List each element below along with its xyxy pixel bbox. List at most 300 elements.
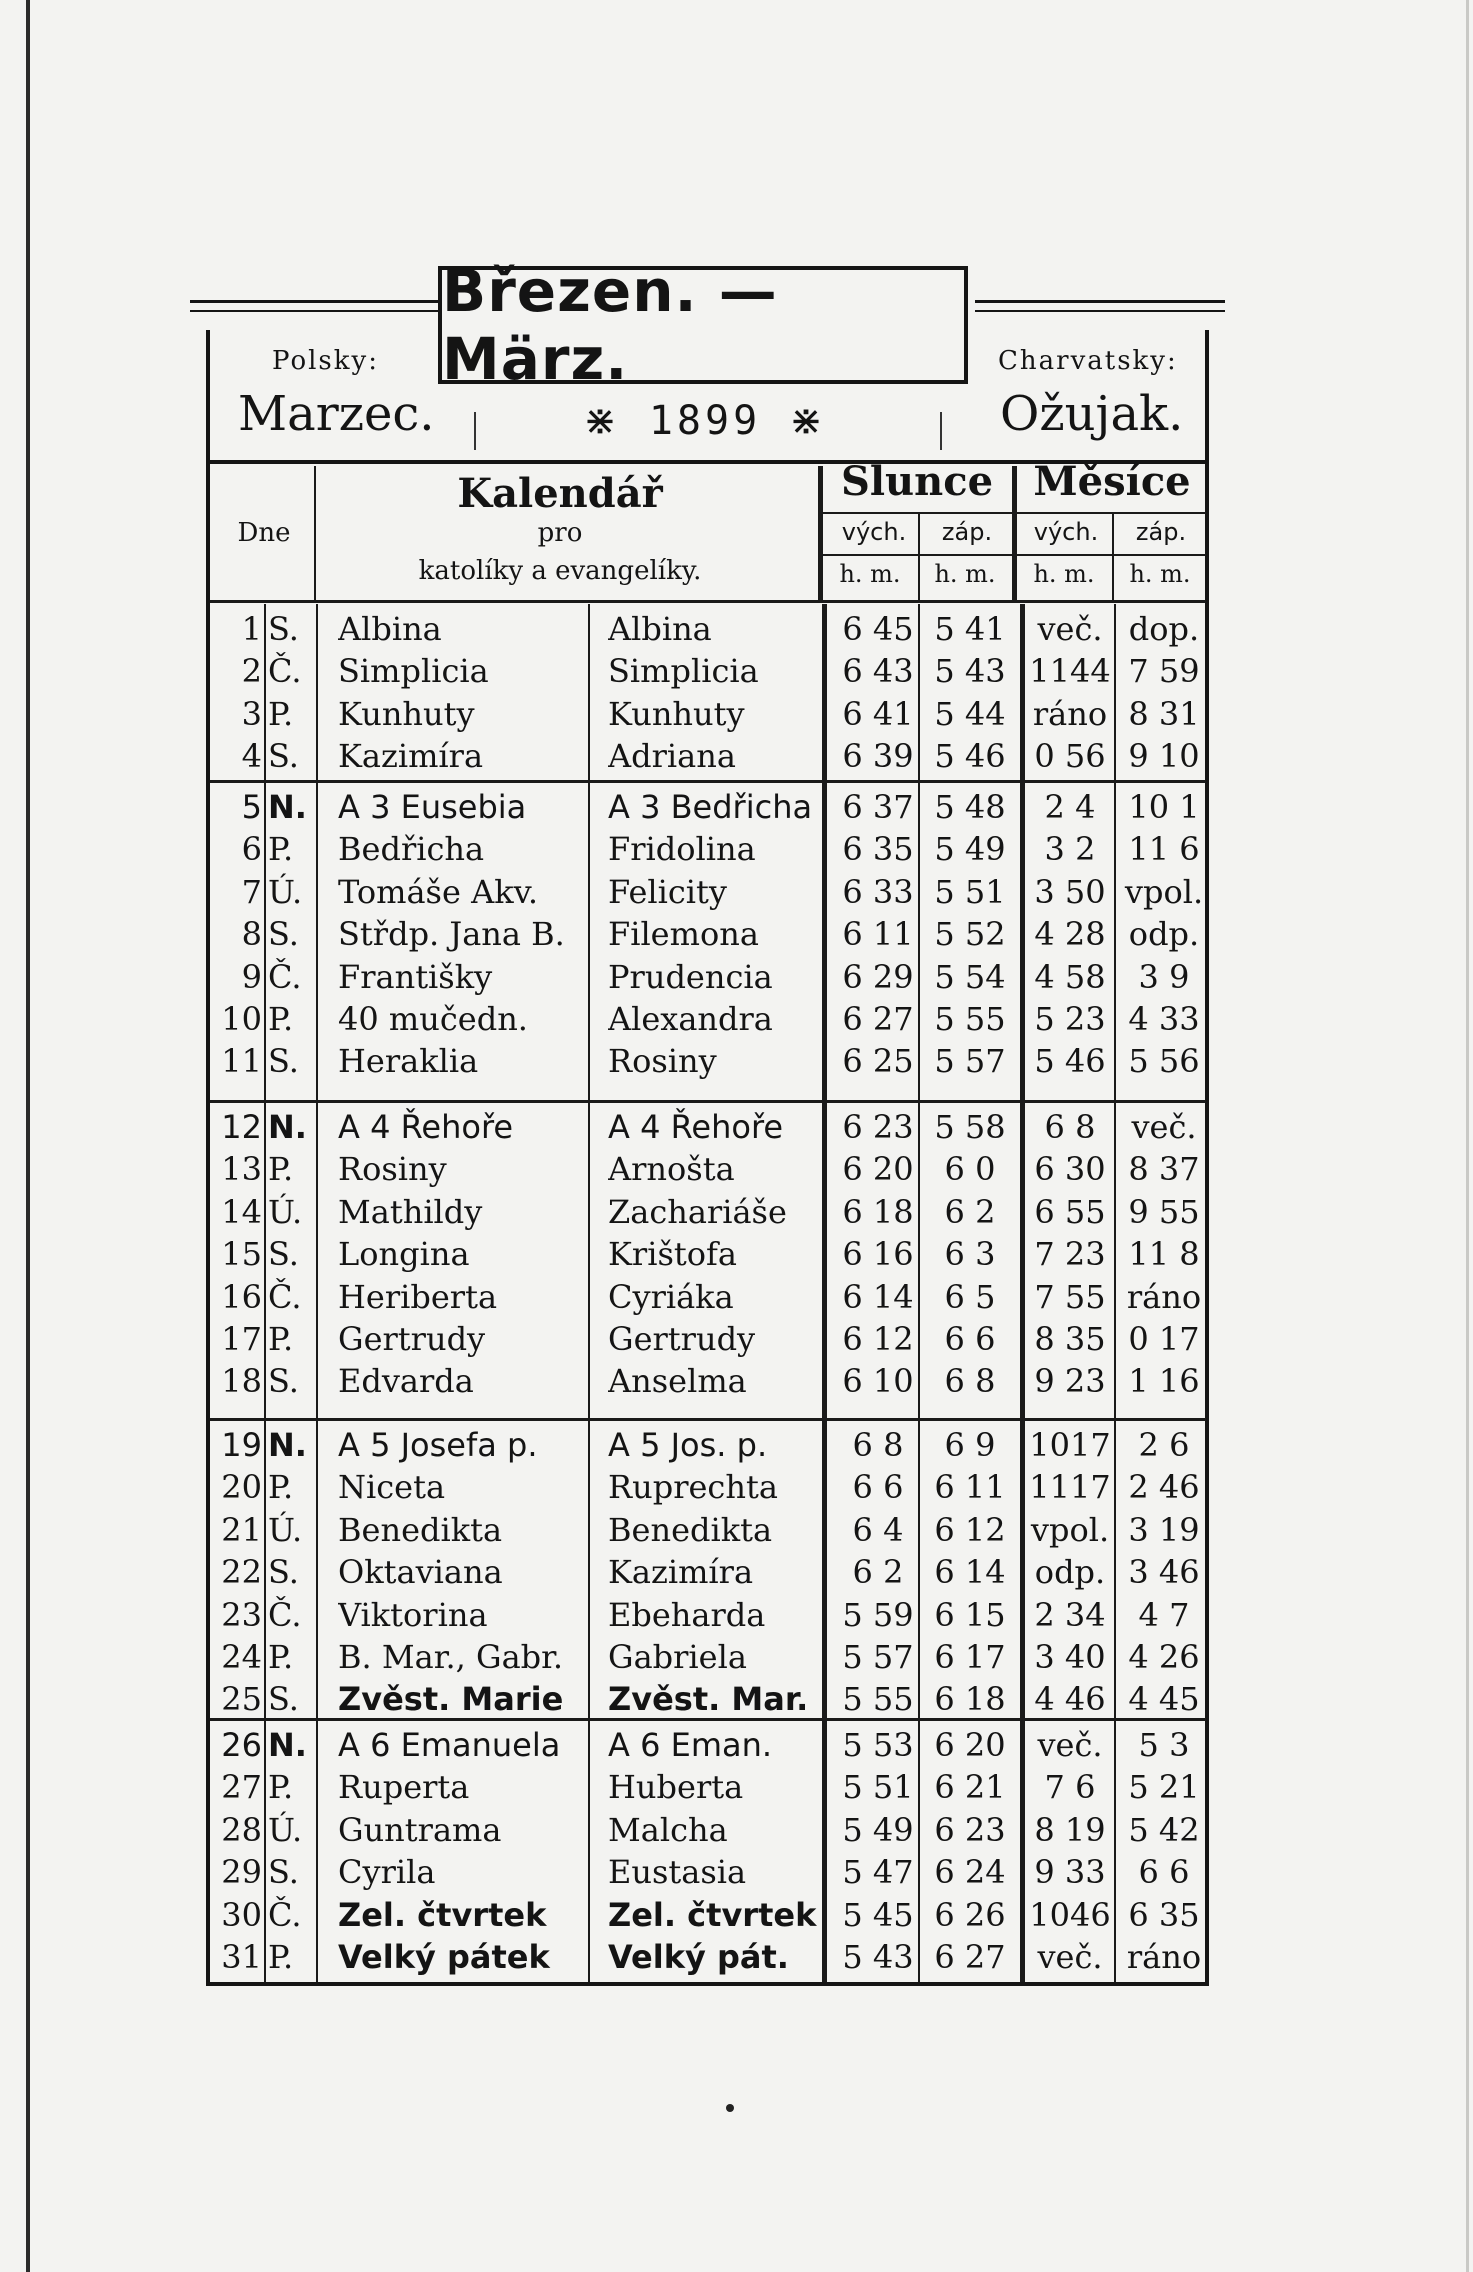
sun-rise: 5 43 (842, 1938, 914, 1976)
sun-set: 6 12 (934, 1510, 1006, 1549)
sun-set: 6 9 (944, 1426, 996, 1464)
day-number: 9 (241, 957, 262, 996)
table-row (210, 1809, 1205, 1851)
catholic-feast: 40 mučedn. (338, 1000, 528, 1038)
sun-rise: 5 49 (842, 1810, 914, 1849)
sun-set: 6 0 (944, 1150, 996, 1189)
moon-set: ráno (1126, 1938, 1202, 1976)
day-column-header: Dne (237, 518, 291, 548)
catholic-feast: Františky (338, 957, 493, 996)
moon-set-header: záp. (1135, 518, 1187, 546)
moon-rise: 7 23 (1034, 1235, 1106, 1274)
weekday: S. (268, 610, 299, 648)
catholic-feast: A 4 Řehoře (338, 1108, 514, 1146)
sun-rise: 5 51 (842, 1768, 914, 1807)
header-divider-sun (818, 466, 823, 602)
croatian-label: Charvatsky: (998, 346, 1178, 376)
day-number: 11 (221, 1042, 262, 1081)
catholic-feast: Simplicia (338, 652, 489, 691)
day-number: 20 (221, 1468, 262, 1507)
day-number: 3 (241, 694, 262, 733)
catholic-feast: A 3 Eusebia (338, 788, 527, 826)
moon-set: 11 6 (1128, 830, 1200, 869)
calendar-sub-confessions: katolíky a evangelíky. (418, 556, 702, 586)
sun-rise: 6 25 (842, 1042, 914, 1081)
table-row (210, 828, 1205, 870)
sun-set: 5 44 (934, 694, 1006, 733)
sun-set: 5 51 (934, 872, 1006, 911)
table-row (210, 1106, 1205, 1148)
table-row (210, 650, 1205, 692)
sun-header: Slunce (840, 458, 994, 505)
table-row (210, 693, 1205, 735)
weekday: P. (268, 1000, 294, 1038)
header-divider-sun-mid (918, 514, 920, 600)
day-number: 24 (221, 1638, 262, 1676)
week-rule-1 (210, 780, 1206, 783)
table-row (210, 1894, 1205, 1936)
day-number: 31 (221, 1938, 262, 1976)
sun-set: 6 23 (934, 1810, 1006, 1849)
sun-rise: 6 27 (842, 1000, 914, 1038)
catholic-feast: Střdp. Jana B. (338, 915, 565, 954)
moon-set-units: h. m. (1129, 560, 1191, 588)
catholic-feast: Edvarda (338, 1362, 474, 1401)
moon-rise: 2 4 (1044, 788, 1096, 826)
sun-rise: 6 18 (842, 1192, 914, 1231)
evangelical-feast: A 4 Řehoře (608, 1108, 784, 1146)
day-number: 15 (221, 1235, 262, 1274)
table-row (210, 1466, 1205, 1508)
day-number: 29 (221, 1853, 262, 1892)
sun-rise: 5 55 (842, 1680, 914, 1719)
moon-rise: 7 55 (1034, 1277, 1106, 1316)
sun-rise-units: h. m. (839, 560, 901, 588)
top-rule-left (190, 300, 438, 303)
moon-set: 10 1 (1128, 788, 1200, 826)
moon-rise: 4 58 (1034, 957, 1106, 996)
evangelical-feast: A 5 Jos. p. (608, 1426, 768, 1464)
moon-rise: 4 46 (1034, 1680, 1106, 1719)
sun-rise: 6 37 (842, 788, 914, 826)
day-number: 14 (221, 1192, 262, 1231)
top-rule-right-thin (975, 310, 1225, 312)
sun-set: 6 20 (934, 1726, 1006, 1764)
moon-rise: več. (1037, 1726, 1103, 1764)
table-row (210, 1148, 1205, 1190)
moon-set: 3 46 (1128, 1553, 1200, 1592)
weekday: S. (268, 1042, 299, 1081)
sun-rise: 6 2 (852, 1553, 904, 1592)
table-row (210, 1276, 1205, 1318)
day-number: 12 (221, 1108, 262, 1146)
top-rule-right (975, 300, 1225, 303)
weekday: P. (268, 694, 294, 733)
moon-set: 3 9 (1138, 957, 1190, 996)
day-number: 5 (241, 788, 262, 826)
weekday: P. (268, 1638, 294, 1676)
day-number: 28 (221, 1810, 262, 1849)
moon-rise: 6 30 (1034, 1150, 1106, 1189)
table-row (210, 1191, 1205, 1233)
catholic-feast: Guntrama (338, 1810, 502, 1849)
moon-rise: 4 28 (1034, 915, 1106, 954)
moon-rise-header: vých. (1033, 518, 1099, 546)
week-rule-2 (210, 1100, 1206, 1103)
day-number: 25 (221, 1680, 262, 1719)
header-divider-moon-mid (1112, 514, 1114, 600)
catholic-feast: Zel. čtvrtek (338, 1895, 547, 1934)
catholic-feast: Velký pátek (338, 1938, 550, 1976)
moon-set: 5 3 (1138, 1726, 1190, 1764)
weekday: Č. (268, 1277, 302, 1316)
sun-rise: 6 4 (852, 1510, 904, 1549)
day-number: 18 (221, 1362, 262, 1401)
catholic-feast: Longina (338, 1235, 470, 1274)
sun-rise: 5 57 (842, 1638, 914, 1676)
sun-set: 6 14 (934, 1553, 1006, 1592)
day-number: 10 (221, 1000, 262, 1038)
top-rule-left-thin (190, 310, 438, 312)
catholic-feast: Rosiny (338, 1150, 447, 1189)
moon-rise: 6 8 (1044, 1108, 1096, 1146)
moon-rise: 8 19 (1034, 1810, 1106, 1849)
moon-rise: 0 56 (1034, 737, 1106, 776)
table-row (210, 1766, 1205, 1808)
catholic-feast: Zvěst. Marie (338, 1680, 564, 1719)
moon-rise: 1046 (1029, 1895, 1111, 1934)
weekday: Č. (268, 652, 302, 691)
moon-rise: 3 40 (1034, 1638, 1106, 1676)
moon-set: ráno (1126, 1277, 1202, 1316)
page-speck (726, 2104, 734, 2112)
moon-set: 4 33 (1128, 1000, 1200, 1038)
evangelical-feast: Ruprechta (608, 1468, 778, 1507)
sun-rise: 5 59 (842, 1595, 914, 1634)
moon-rise: ráno (1032, 694, 1108, 733)
weekday: Ú. (268, 872, 303, 911)
catholic-feast: A 6 Emanuela (338, 1726, 561, 1764)
moon-rise: več. (1037, 1938, 1103, 1976)
moon-set: vpol. (1124, 872, 1204, 911)
evangelical-feast: Gabriela (608, 1638, 747, 1676)
moon-rise: 5 46 (1034, 1042, 1106, 1081)
evangelical-feast: Ebeharda (608, 1595, 766, 1634)
evangelical-feast: Adriana (608, 737, 736, 776)
sun-rise: 6 43 (842, 652, 914, 691)
table-row (210, 1724, 1205, 1766)
sun-rise: 6 6 (852, 1468, 904, 1507)
catholic-feast: Albina (338, 610, 442, 648)
year-tick-right (940, 412, 942, 450)
day-number: 16 (221, 1277, 262, 1316)
table-row (210, 1936, 1205, 1978)
catholic-feast: Ruperta (338, 1768, 470, 1807)
weekday: P. (268, 1938, 294, 1976)
header-divider-moon (1012, 466, 1017, 602)
evangelical-feast: Huberta (608, 1768, 744, 1807)
table-row (210, 1509, 1205, 1551)
sun-set: 6 6 (944, 1320, 996, 1358)
moon-set: 7 59 (1128, 652, 1200, 691)
table-row (210, 1040, 1205, 1082)
table-row (210, 608, 1205, 650)
catholic-feast: Bedřicha (338, 830, 485, 869)
catholic-feast: Oktaviana (338, 1553, 503, 1592)
evangelical-feast: Benedikta (608, 1510, 773, 1549)
weekday: P. (268, 1468, 294, 1507)
page-right-edge (1466, 0, 1469, 2272)
sun-rise: 6 39 (842, 737, 914, 776)
header-subrule (822, 512, 1206, 514)
moon-set: 8 37 (1128, 1150, 1200, 1189)
moon-set: 5 56 (1128, 1042, 1200, 1081)
moon-rise: 1117 (1029, 1468, 1111, 1507)
weekday: P. (268, 830, 294, 869)
weekday: S. (268, 737, 299, 776)
table-row (210, 956, 1205, 998)
moon-set: 9 10 (1128, 737, 1200, 776)
header-bottom-rule (210, 600, 1206, 603)
sun-set: 5 52 (934, 915, 1006, 954)
evangelical-feast: Fridolina (608, 830, 756, 869)
moon-rise: odp. (1034, 1553, 1106, 1592)
sun-set: 6 15 (934, 1595, 1006, 1634)
sun-rise-header: vých. (841, 518, 907, 546)
sun-rise: 6 16 (842, 1235, 914, 1274)
evangelical-feast: Eustasia (608, 1853, 747, 1892)
day-number: 27 (221, 1768, 262, 1807)
sun-set: 6 17 (934, 1638, 1006, 1676)
day-number: 22 (221, 1553, 262, 1592)
catholic-feast: Kazimíra (338, 737, 484, 776)
table-row (210, 1318, 1205, 1360)
evangelical-feast: Anselma (608, 1362, 747, 1401)
catholic-feast: Cyrila (338, 1853, 436, 1892)
sun-set: 5 48 (934, 788, 1006, 826)
sun-set: 6 5 (944, 1277, 996, 1316)
sun-set: 5 49 (934, 830, 1006, 869)
sun-set: 6 2 (944, 1192, 996, 1231)
polish-month-name: Marzec. (238, 386, 435, 442)
table-row (210, 913, 1205, 955)
sun-set: 6 11 (934, 1468, 1006, 1507)
weekday: N. (268, 1426, 307, 1464)
sun-set: 6 18 (934, 1680, 1006, 1719)
sun-rise: 6 29 (842, 957, 914, 996)
day-number: 19 (221, 1426, 262, 1464)
evangelical-feast: Zvěst. Mar. (608, 1680, 809, 1719)
day-number: 2 (241, 652, 262, 691)
weekday: N. (268, 1108, 307, 1146)
sun-set-units: h. m. (934, 560, 996, 588)
sun-set: 5 54 (934, 957, 1006, 996)
sun-rise: 6 11 (842, 915, 914, 954)
weekday: N. (268, 788, 307, 826)
weekday: S. (268, 1235, 299, 1274)
sun-rise: 6 33 (842, 872, 914, 911)
sun-set: 6 27 (934, 1938, 1006, 1976)
catholic-feast: Kunhuty (338, 694, 475, 733)
weekday: Č. (268, 1595, 302, 1634)
evangelical-feast: Krištofa (608, 1235, 737, 1274)
weekday: Č. (268, 1895, 302, 1934)
weekday: S. (268, 1553, 299, 1592)
sun-rise: 6 23 (842, 1108, 914, 1146)
evangelical-feast: Prudencia (608, 957, 773, 996)
calendar-sub-pro: pro (537, 518, 583, 548)
moon-set: 3 19 (1128, 1510, 1200, 1549)
table-row (210, 1360, 1205, 1402)
weekday: Č. (268, 957, 302, 996)
table-row (210, 735, 1205, 777)
table-row (210, 786, 1205, 828)
moon-set: 2 6 (1138, 1426, 1190, 1464)
moon-set: 4 7 (1138, 1595, 1190, 1634)
sun-rise: 6 8 (852, 1426, 904, 1464)
sun-set: 5 43 (934, 652, 1006, 691)
table-row (210, 871, 1205, 913)
evangelical-feast: Zel. čtvrtek (608, 1895, 817, 1934)
catholic-feast: Viktorina (338, 1595, 488, 1634)
moon-rise: 7 6 (1044, 1768, 1096, 1807)
moon-set: 2 46 (1128, 1468, 1200, 1507)
moon-rise: 2 34 (1034, 1595, 1106, 1634)
catholic-feast: B. Mar., Gabr. (338, 1638, 564, 1676)
evangelical-feast: Simplicia (608, 652, 759, 691)
moon-rise: 6 55 (1034, 1192, 1106, 1231)
weekday: S. (268, 915, 299, 954)
moon-set: 6 6 (1138, 1853, 1190, 1892)
year-line: ⋇ 1899 ⋇ (583, 398, 827, 444)
day-number: 8 (241, 915, 262, 954)
header-divider-day (314, 466, 316, 602)
sun-set: 5 55 (934, 1000, 1006, 1038)
day-number: 23 (221, 1595, 262, 1634)
sun-rise: 6 14 (842, 1277, 914, 1316)
weekday: S. (268, 1680, 299, 1719)
croatian-month-name: Ožujak. (1000, 386, 1184, 442)
moon-rise: 1144 (1029, 652, 1111, 691)
day-number: 30 (221, 1895, 262, 1934)
table-row (210, 1636, 1205, 1678)
evangelical-feast: Felicity (608, 872, 727, 911)
sun-set-header: záp. (941, 518, 993, 546)
sun-rise: 6 45 (842, 610, 914, 648)
sun-rise: 6 35 (842, 830, 914, 869)
moon-set: 5 42 (1128, 1810, 1200, 1849)
evangelical-feast: Velký pát. (608, 1938, 789, 1976)
evangelical-feast: A 6 Eman. (608, 1726, 773, 1764)
day-number: 13 (221, 1150, 262, 1189)
day-number: 21 (221, 1510, 262, 1549)
evangelical-feast: Filemona (608, 915, 759, 954)
weekday: Ú. (268, 1192, 303, 1231)
moon-set: več. (1131, 1108, 1197, 1146)
catholic-feast: A 5 Josefa p. (338, 1426, 538, 1464)
moon-rise: 1017 (1029, 1426, 1111, 1464)
table-row (210, 1424, 1205, 1466)
moon-rise: 3 2 (1044, 830, 1096, 869)
weekday: N. (268, 1726, 307, 1764)
moon-set: 5 21 (1128, 1768, 1200, 1807)
week-rule-3 (210, 1418, 1206, 1421)
moon-set: 0 17 (1128, 1320, 1200, 1358)
moon-header: Měsíce (1033, 458, 1191, 505)
sun-set: 5 58 (934, 1108, 1006, 1146)
month-title-box (438, 257, 968, 393)
moon-rise: 9 23 (1034, 1362, 1106, 1401)
catholic-feast: Tomáše Akv. (338, 872, 539, 911)
catholic-feast: Benedikta (338, 1510, 503, 1549)
table-row (210, 1851, 1205, 1893)
evangelical-feast: Gertrudy (608, 1320, 756, 1358)
day-number: 6 (241, 830, 262, 869)
evangelical-feast: Alexandra (608, 1000, 773, 1038)
catholic-feast: Heriberta (338, 1277, 498, 1316)
moon-set: 1 16 (1128, 1362, 1200, 1401)
moon-set: 6 35 (1128, 1895, 1200, 1934)
sun-set: 6 8 (944, 1362, 996, 1401)
weekday: S. (268, 1362, 299, 1401)
day-number: 17 (221, 1320, 262, 1358)
moon-set: 9 55 (1128, 1192, 1200, 1231)
evangelical-feast: Malcha (608, 1810, 728, 1849)
moon-rise: 8 35 (1034, 1320, 1106, 1358)
sun-set: 5 57 (934, 1042, 1006, 1081)
sun-rise: 5 47 (842, 1853, 914, 1892)
sun-set: 5 46 (934, 737, 1006, 776)
sun-rise: 5 53 (842, 1726, 914, 1764)
table-row (210, 1551, 1205, 1593)
day-number: 26 (221, 1726, 262, 1764)
weekday: Ú. (268, 1510, 303, 1549)
sun-set: 5 41 (934, 610, 1006, 648)
evangelical-feast: A 3 Bedřicha (608, 788, 813, 826)
day-number: 4 (241, 737, 262, 776)
moon-set: 8 31 (1128, 694, 1200, 733)
evangelical-feast: Kunhuty (608, 694, 745, 733)
table-row (210, 998, 1205, 1040)
header-subrule-2 (822, 554, 1206, 556)
sun-set: 6 26 (934, 1895, 1006, 1934)
moon-set: odp. (1128, 915, 1200, 954)
sun-rise: 6 20 (842, 1150, 914, 1189)
moon-rise: več. (1037, 610, 1103, 648)
evangelical-feast: Rosiny (608, 1042, 717, 1081)
day-number: 7 (241, 872, 262, 911)
evangelical-feast: Albina (608, 610, 712, 648)
moon-rise: 9 33 (1034, 1853, 1106, 1892)
sun-rise: 5 45 (842, 1895, 914, 1934)
day-number: 1 (241, 610, 262, 648)
sun-set: 6 24 (934, 1853, 1006, 1892)
evangelical-feast: Arnošta (608, 1150, 735, 1189)
table-row (210, 1233, 1205, 1275)
catholic-feast: Gertrudy (338, 1320, 486, 1358)
sun-set: 6 3 (944, 1235, 996, 1274)
page-binding-edge (26, 0, 30, 2272)
evangelical-feast: Cyriáka (608, 1277, 734, 1316)
moon-rise: vpol. (1030, 1510, 1110, 1549)
moon-rise: 3 50 (1034, 872, 1106, 911)
sun-rise: 6 41 (842, 694, 914, 733)
weekday: S. (268, 1853, 299, 1892)
weekday: Ú. (268, 1810, 303, 1849)
evangelical-feast: Zachariáše (608, 1192, 787, 1231)
weekday: P. (268, 1768, 294, 1807)
moon-set: 11 8 (1128, 1235, 1200, 1274)
